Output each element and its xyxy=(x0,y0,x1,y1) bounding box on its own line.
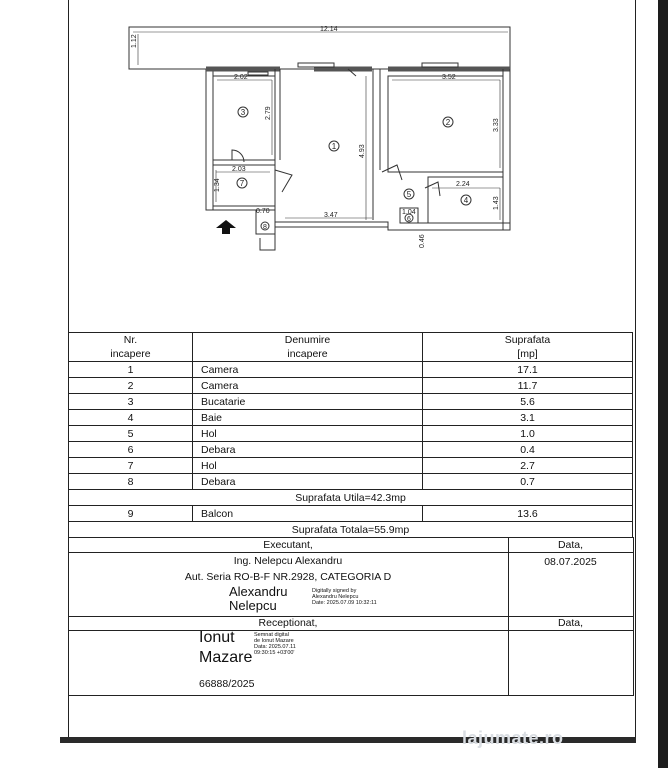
row-nr: 2 xyxy=(69,378,193,394)
dim-room6-depth: 0.46 xyxy=(419,234,426,248)
engineer-name: Ing. Nelepcu Alexandru xyxy=(233,555,343,567)
row-name: Hol xyxy=(193,426,423,442)
row-area: 3.1 xyxy=(423,410,633,426)
row-area: 1.0 xyxy=(423,426,633,442)
dim-room2-width: 3.52 xyxy=(442,74,456,81)
table-row xyxy=(69,458,633,474)
dimension-line xyxy=(217,80,272,155)
table-row xyxy=(69,378,633,394)
row-nr: 8 xyxy=(69,474,193,490)
dim-room3-depth: 2.79 xyxy=(265,106,272,120)
executant-signature-note: Digitally signed by Alexandru Nelepcu Date: 2025.07.09 10:32:11 xyxy=(312,588,377,606)
scan-edge-shadow xyxy=(658,0,668,768)
useful-area-row xyxy=(69,490,633,506)
total-area: Suprafata Totala=55.9mp xyxy=(69,522,633,538)
receptionat-date-label: Data, xyxy=(557,617,584,629)
executant-heading: Executant, xyxy=(263,539,313,551)
dim-room8-width: 0.70 xyxy=(256,208,270,215)
executant-signature-name: Nelepcu xyxy=(229,598,277,613)
dim-room4-depth: 1.43 xyxy=(493,196,500,210)
header-name: Denumire incapere xyxy=(193,333,423,362)
row-area: 11.7 xyxy=(423,378,633,394)
row-area: 17.1 xyxy=(423,362,633,378)
balcony-nr: 9 xyxy=(69,506,193,522)
table-row xyxy=(69,410,633,426)
useful-area: Suprafata Utila=42.3mp xyxy=(69,490,633,506)
room-label-8: 8 xyxy=(263,224,267,231)
row-nr: 1 xyxy=(69,362,193,378)
executant-signature-name: Alexandru xyxy=(229,584,288,599)
row-name: Camera xyxy=(193,378,423,394)
executant-date: 08.07.2025 xyxy=(544,556,597,568)
dim-room4-width: 2.24 xyxy=(456,181,470,188)
balcony-name: Balcon xyxy=(193,506,423,522)
row-area: 0.4 xyxy=(423,442,633,458)
bottom-wall xyxy=(256,210,388,250)
row-nr: 3 xyxy=(69,394,193,410)
balcony-row xyxy=(69,506,633,522)
dim-room2-depth: 3.33 xyxy=(493,118,500,132)
row-area: 5.6 xyxy=(423,394,633,410)
door-swing xyxy=(275,170,292,192)
room-label-1: 1 xyxy=(331,142,337,151)
room-label-7: 7 xyxy=(239,179,245,188)
table-row xyxy=(69,394,633,410)
dim-room6-width: 1.04 xyxy=(402,209,416,216)
total-area-row xyxy=(69,522,633,538)
balcony-area: 13.6 xyxy=(423,506,633,522)
registration-number: 66888/2025 xyxy=(199,678,255,690)
row-nr: 4 xyxy=(69,410,193,426)
row-name: Debara xyxy=(193,474,423,490)
divider xyxy=(68,552,633,553)
row-nr: 5 xyxy=(69,426,193,442)
row-name: Bucatarie xyxy=(193,394,423,410)
table-row xyxy=(69,426,633,442)
executant-date-label: Data, xyxy=(557,539,584,551)
receptionat-signature-name: Ionut xyxy=(199,629,235,646)
door-swing xyxy=(425,182,440,196)
dim-balcony-depth: 1.12 xyxy=(131,34,138,48)
room-label-3: 3 xyxy=(240,108,246,117)
header-nr: Nr. incapere xyxy=(69,333,193,362)
row-name: Hol xyxy=(193,458,423,474)
area-table xyxy=(68,332,633,538)
dim-total-width: 12.14 xyxy=(320,26,338,33)
row-nr: 7 xyxy=(69,458,193,474)
entrance-arrow-icon xyxy=(216,220,236,234)
table-row xyxy=(69,362,633,378)
window xyxy=(298,63,334,67)
row-area: 2.7 xyxy=(423,458,633,474)
row-name: Camera xyxy=(193,362,423,378)
row-name: Baie xyxy=(193,410,423,426)
row-name: Debara xyxy=(193,442,423,458)
header-area: Suprafata [mp] xyxy=(423,333,633,362)
room-label-6: 6 xyxy=(407,216,411,223)
table-row xyxy=(69,474,633,490)
receptionat-signature-name: Mazare xyxy=(199,649,253,666)
dim-room1-width: 3.47 xyxy=(324,212,338,219)
dimension-line xyxy=(133,32,508,65)
room-label-4: 4 xyxy=(463,196,469,205)
watermark: lajumate.ro xyxy=(462,728,564,748)
room-label-5: 5 xyxy=(406,190,412,199)
dim-hall7-depth: 1.34 xyxy=(214,178,221,192)
dim-room1-depth: 4.93 xyxy=(359,144,366,158)
receptionat-heading: Receptionat, xyxy=(258,617,318,629)
row-area: 0.7 xyxy=(423,474,633,490)
row-nr: 6 xyxy=(69,442,193,458)
divider xyxy=(68,630,633,631)
room-label-2: 2 xyxy=(445,118,451,127)
window xyxy=(248,72,268,75)
floor-plan xyxy=(120,20,520,260)
right-wall xyxy=(503,69,510,230)
dim-room3-width: 2.02 xyxy=(234,74,248,81)
authorization: Aut. Seria RO-B-F NR.2928, CATEGORIA D xyxy=(184,571,392,583)
table-header-row xyxy=(69,333,633,362)
receptionat-signature-note: Semnat digital de Ionut Mazare Data: 2025.07.11 09:30:15 +03'00' xyxy=(254,632,296,656)
table-row xyxy=(69,442,633,458)
window xyxy=(422,63,458,67)
dim-hall7-width: 2.03 xyxy=(232,166,246,173)
